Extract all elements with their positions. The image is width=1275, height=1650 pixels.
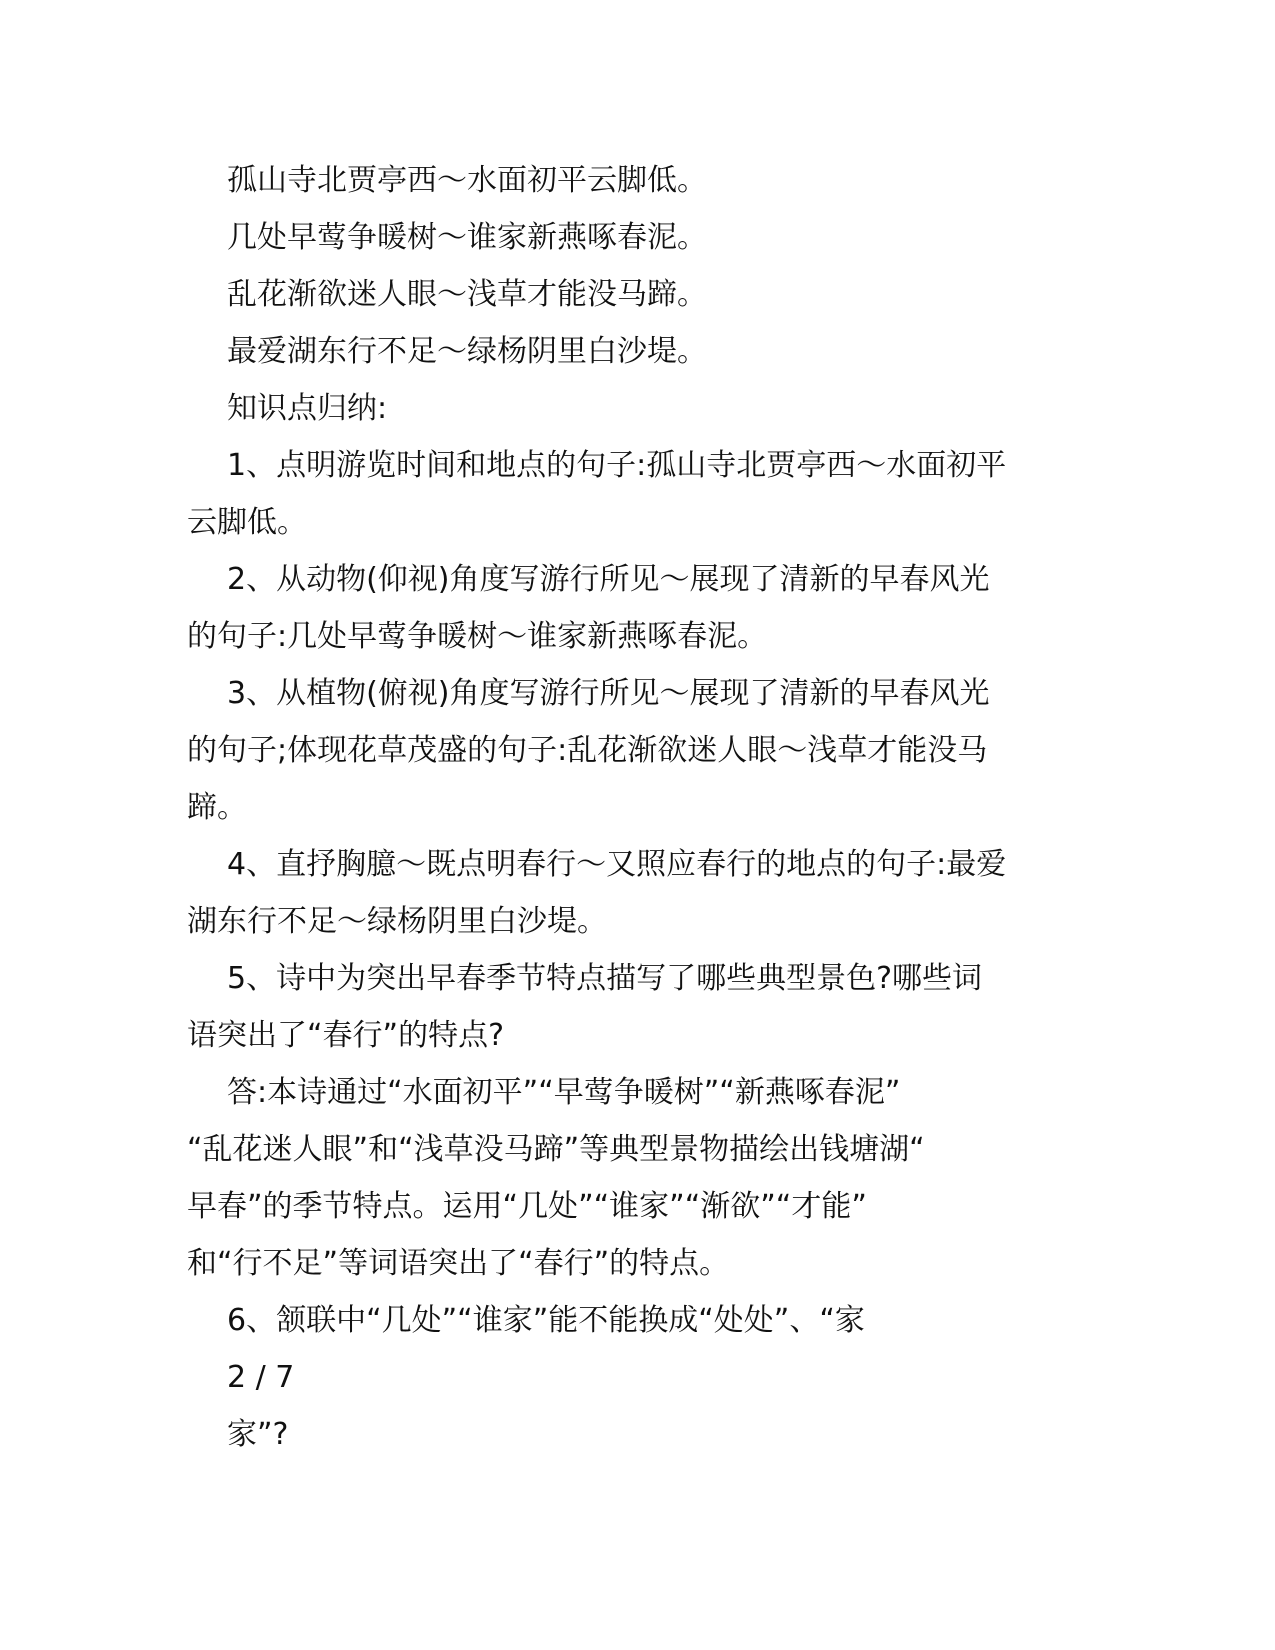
point-6-line-2: 家”? — [227, 1417, 289, 1452]
point-5-line-1: 5、诗中为突出早春季节特点描写了哪些典型景色?哪些词 — [227, 961, 983, 996]
point-3-line-2: 的句子;体现花草茂盛的句子:乱花渐欲迷人眼～浅草才能没马 — [187, 733, 988, 768]
poem-line-3: 乱花渐欲迷人眼～浅草才能没马蹄。 — [227, 277, 707, 312]
poem-line-2: 几处早莺争暖树～谁家新燕啄春泥。 — [227, 220, 707, 255]
answer-line-2: “乱花迷人眼”和“浅草没马蹄”等典型景物描绘出钱塘湖“ — [187, 1132, 925, 1167]
point-4-line-2: 湖东行不足～绿杨阴里白沙堤。 — [187, 904, 607, 939]
point-1-line-2: 云脚低。 — [187, 505, 307, 540]
poem-line-1: 孤山寺北贾亭西～水面初平云脚低。 — [227, 163, 707, 198]
point-5-line-2: 语突出了“春行”的特点? — [187, 1018, 505, 1053]
answer-line-3: 早春”的季节特点。运用“几处”“谁家”“渐欲”“才能” — [187, 1189, 867, 1224]
point-4-line-1: 4、直抒胸臆～既点明春行～又照应春行的地点的句子:最爱 — [227, 847, 1007, 882]
document-body — [187, 152, 1087, 1463]
point-2-line-1: 2、从动物(仰视)角度写游行所见～展现了清新的早春风光 — [227, 562, 990, 597]
point-3-line-1: 3、从植物(俯视)角度写游行所见～展现了清新的早春风光 — [227, 676, 990, 711]
point-3-line-3: 蹄。 — [187, 790, 247, 825]
answer-line-1: 答:本诗通过“水面初平”“早莺争暖树”“新燕啄春泥” — [227, 1075, 901, 1110]
section-heading: 知识点归纳: — [227, 391, 388, 426]
point-2-line-2: 的句子:几处早莺争暖树～谁家新燕啄春泥。 — [187, 619, 768, 654]
page-number: 2 / 7 — [227, 1360, 295, 1395]
poem-line-4: 最爱湖东行不足～绿杨阴里白沙堤。 — [227, 334, 707, 369]
point-1-line-1: 1、点明游览时间和地点的句子:孤山寺北贾亭西～水面初平 — [227, 448, 1007, 483]
point-6-line-1: 6、颔联中“几处”“谁家”能不能换成“处处”、“家 — [227, 1303, 865, 1338]
answer-line-4: 和“行不足”等词语突出了“春行”的特点。 — [187, 1246, 730, 1281]
